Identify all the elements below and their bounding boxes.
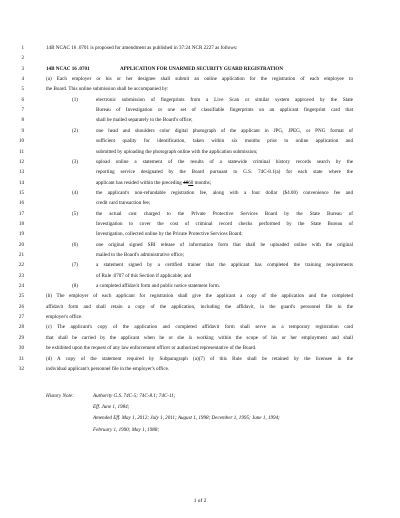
text-segment: months; [193, 179, 212, 186]
document-line [0, 96, 400, 104]
line-text: (a) Each employer or his or her designee shall submit an online application for the registration of each employee to [46, 76, 353, 83]
line-number: 16 [18, 200, 24, 207]
line-text: affidavit form and shall retain a copy of the application, including the affidavit, in the guard's personnel file in the [46, 303, 353, 310]
line-text: employer's office. [46, 314, 83, 321]
history-note-label: History Note: [46, 393, 74, 399]
item-text: a completed affidavit form and public notice statement form. [96, 283, 220, 290]
item-text: the actual cost charged to the Private Protective Services Board by the State Bureau of [96, 210, 353, 217]
item-text: electronic submission of fingerprints from a Live Scan or similar system approved by the State [96, 96, 353, 103]
item-text: one original signed SBI release of information form that shall be uploaded online with the original [96, 241, 353, 248]
document-line [0, 179, 400, 187]
line-number: 4 [21, 76, 24, 83]
item-number: (4) [72, 189, 78, 196]
document-line [0, 127, 400, 135]
line-text: Investigation, collected online by the Private Protective Services Board; [96, 231, 243, 238]
document-line [0, 241, 400, 249]
item-number: (1) [72, 96, 78, 103]
item-text: upload online a statement of the results of a statewide criminal history records search by the [96, 158, 353, 165]
line-number: 18 [18, 220, 24, 227]
rule-citation: 14B NCAC 16 .0701 [46, 65, 90, 72]
document-line [0, 106, 400, 114]
deleted-text: 48 [183, 179, 189, 186]
line-text: individual applicant's personnel file in the employer's office. [46, 365, 170, 372]
document-line [0, 251, 400, 259]
line-number: 23 [18, 272, 24, 279]
line-text: (b) The employer of each applicant for registration shall give the applicant a copy of the application and the completed [46, 293, 353, 300]
inserted-text: 60 [188, 179, 194, 186]
item-number: (7) [72, 262, 78, 269]
item-number: (2) [72, 127, 78, 134]
line-number: 28 [18, 324, 24, 331]
item-text: a statement signed by a certified trainer that the applicant has completed the training requirements [96, 262, 353, 269]
item-text: one head and shoulders color digital photograph of the applicant in JPG, JPEG, or PNG format of [96, 127, 353, 134]
document-line [0, 323, 400, 331]
line-number: 7 [21, 107, 24, 114]
line-text: sufficient quality for identification, taken within six months prior to online application and [96, 138, 353, 145]
line-number: 27 [18, 314, 24, 321]
line-number: 32 [18, 365, 24, 372]
line-text: of Rule .0707 of this Section if applicable; and [96, 272, 192, 279]
line-number: 22 [18, 262, 24, 269]
page-footer: 1 of 2 [193, 498, 207, 504]
history-note-line: Amended Eff. May 1, 2012; July 1, 2011; August 1, 1998; December 1, 1995; June 1, 1994; [93, 415, 280, 422]
line-number: 6 [21, 96, 24, 103]
document-line [0, 230, 400, 238]
item-number: (8) [72, 283, 78, 290]
document-line [0, 261, 400, 269]
document-line [0, 75, 400, 83]
line-text [96, 179, 211, 187]
line-number: 31 [18, 355, 24, 362]
line-number: 21 [18, 252, 24, 258]
line-text: (d) A copy of the statement required by Subparagraph (a)(7) of this Rule shall be retained by the licensee in the [46, 355, 353, 362]
document-line [0, 44, 400, 52]
line-text: mailed to the Board's administrative office; [96, 252, 185, 258]
item-number: (6) [72, 241, 78, 248]
item-number: (3) [72, 158, 78, 165]
text-segment: applicant has resided within the preceding [96, 179, 184, 186]
line-number: 5 [21, 86, 24, 93]
document-line [0, 85, 400, 93]
line-text: shall be mailed separately to the Board's office; [96, 117, 193, 124]
line-text: submitted by uploading the photograph online with the application submission; [96, 148, 258, 155]
line-text: Bureau of Investigation or one set of classifiable fingerprints on an applicant fingerprint card that [96, 107, 353, 114]
line-text: that shall be carried by the applicant when he or she is working within the scope of his or her employment and shall [46, 334, 353, 341]
line-text: the Board. This online submission shall be accompanied by: [46, 86, 169, 93]
document-line [0, 168, 400, 176]
line-number: 12 [18, 158, 24, 165]
line-number: 14 [18, 179, 24, 186]
document-line [0, 344, 400, 352]
document-line [0, 54, 400, 62]
line-number: 13 [18, 169, 24, 176]
document-line [0, 116, 400, 124]
document-line [0, 282, 400, 290]
line-number: 11 [19, 148, 24, 155]
line-number: 26 [18, 303, 24, 310]
line-number: 9 [21, 127, 24, 134]
line-number: 24 [18, 283, 24, 290]
document-line [0, 189, 400, 197]
document-line [0, 199, 400, 207]
line-number: 8 [21, 117, 24, 124]
line-text: be exhibited upon the request of any law enforcement officer or authorized representative of the Board. [46, 345, 257, 352]
item-text: the applicant's non-refundable registration fee, along with a four dollar ($4.00) convenience fee and [96, 189, 353, 196]
document-line [0, 365, 400, 373]
history-note-line: Eff. June 1, 1984; [93, 404, 130, 411]
line-number: 20 [18, 241, 24, 248]
line-number: 19 [18, 231, 24, 238]
document-line [0, 334, 400, 342]
line-number: 17 [18, 210, 24, 217]
document-line [0, 313, 400, 321]
document-line [0, 303, 400, 311]
line-text: credit card transaction fee; [96, 200, 151, 207]
line-number: 3 [21, 65, 24, 72]
document-line [0, 220, 400, 228]
line-text: 14B NCAC 16 .0701 is proposed for amendment as published in 37:24 NCR 2227 as follows: [46, 45, 238, 51]
line-number: 15 [18, 189, 24, 196]
document-line [0, 148, 400, 156]
line-number: 1 [21, 45, 24, 51]
document-line [0, 137, 400, 145]
line-text: (c) The applicant's copy of the application and completed affidavit form shall serve as a temporary registration card [46, 324, 353, 331]
document-line [0, 158, 400, 166]
rule-title: APPLICATION FOR UNARMED SECURITY GUARD REGISTRATION [120, 65, 284, 72]
line-text: Investigation to cover the cost of criminal record checks performed by the State Bureau of [96, 220, 353, 227]
document-line [0, 272, 400, 280]
document-line [0, 65, 400, 73]
item-number: (5) [72, 210, 78, 217]
history-note-line: Authority G.S. 74C-5; 74C-8.1; 74C-11; [93, 393, 176, 399]
line-number: 25 [18, 293, 24, 300]
history-note-line: February 1, 1990; May 1, 1988; [93, 426, 160, 433]
document-line [0, 210, 400, 218]
line-number: 10 [18, 138, 24, 145]
line-number: 29 [18, 334, 24, 341]
line-number: 2 [21, 55, 24, 62]
line-text: reporting service designated by the Board pursuant to G.S. 74C-8.1(a) for each state where the [96, 169, 353, 176]
document-line [0, 292, 400, 300]
line-number: 30 [18, 345, 24, 352]
document-line [0, 355, 400, 363]
